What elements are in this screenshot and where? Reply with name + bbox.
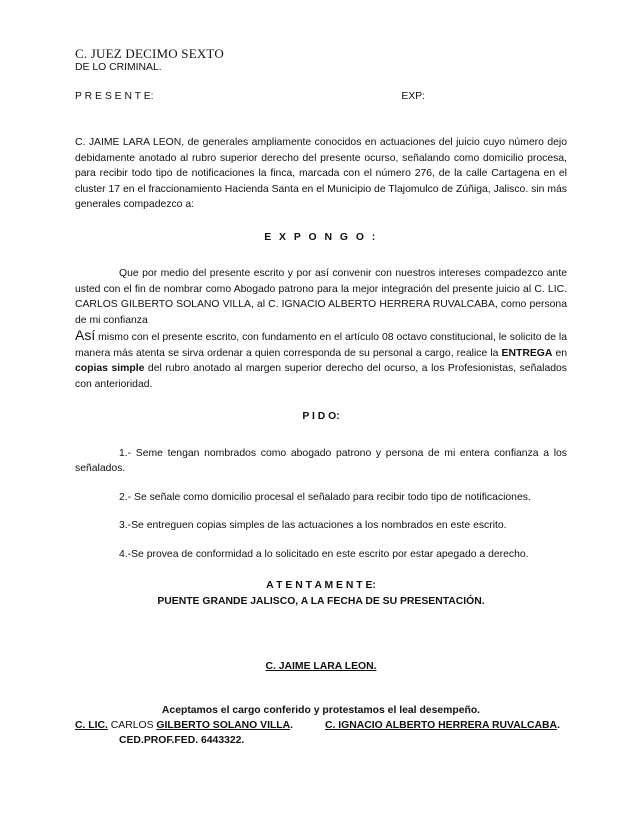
atentamente-heading: A T E N T A M E N T E: xyxy=(266,580,376,591)
p2-part1: mismo con el presente escrito, con fundamento en el artículo 08 octavo constitucional, le solicito de la manera más atenta se sirva ordenar a quien corresponda de su personal a cargo, realice la xyxy=(75,332,567,359)
expongo-paragraph-1: Que por medio del presente escrito y por así convenir con nuestros intereses compadezco ante usted con el fin de nombrar como Abogado patrono para la mejor integración del presente juicio al C. LIC. CARLOS GILBERTO SOLANO VILLA, al C. IGNACIO ALBERTO HERRERA RUVALCABA, como persona de mi confianza xyxy=(75,268,567,326)
pido-item-1: 1.- Seme tengan nombrados como abogado patrono y persona de mi entera confianza a los señalados. xyxy=(75,447,567,474)
sig-right-name: C. IGNACIO ALBERTO HERRERA RUVALCABA xyxy=(325,720,558,731)
court-heading: DE LO CRIMINAL. xyxy=(75,62,162,73)
p2-part3: del rubro anotado al margen superior derecho del ocurso, a los Profesionistas, señalados con anterioridad. xyxy=(75,363,567,390)
expongo-paragraph-2 xyxy=(75,328,567,392)
p2-part2: en xyxy=(552,347,568,359)
ced-line: CED.PROF.FED. 6443322. xyxy=(119,735,245,746)
acceptance-line: Aceptamos el cargo conferido y protestamos el leal desempeño. xyxy=(161,704,481,716)
presente-row xyxy=(75,89,567,104)
sig-left-prefix: C. LIC. xyxy=(75,720,108,731)
pido-item-3: 3.-Se entreguen copias simples de las actuaciones a los nombrados en este escrito. xyxy=(119,520,507,531)
copias-word: copias simple xyxy=(75,363,145,374)
sig-right xyxy=(325,718,560,733)
pido-heading: P I D O: xyxy=(302,411,340,422)
place-date: PUENTE GRANDE JALISCO, A LA FECHA DE SU PRESENTACIÓN. xyxy=(157,595,485,607)
sig-right-dot: . xyxy=(557,720,560,731)
sig-left xyxy=(75,718,325,733)
sig-left-mid: CARLOS xyxy=(107,720,157,731)
signatures-row xyxy=(75,718,567,733)
intro-paragraph: C. JAIME LARA LEON, de generales ampliamente conocidos en actuaciones del juicio cuyo número dejo debidamente anotado al rubro superior derecho del presente ocurso, señalando como domicilio procesa, para recibir todo tipo de notificaciones la finca, marcada con el número 276, de la calle Cartagena en el cluster 17 en el fraccionamiento Hacienda Santa en el Municipio de Tlajomulco de Zúñiga, Jalisco. sin más generales compadezco a: xyxy=(75,137,567,210)
judge-heading: C. JUEZ DECIMO SEXTO xyxy=(75,46,224,61)
expongo-title: E X P O N G O : xyxy=(264,231,378,243)
sig-left-name: GILBERTO SOLANO VILLA xyxy=(156,720,291,731)
sig-left-dot: . xyxy=(290,720,294,731)
pido-item-2: 2.- Se señale como domicilio procesal el señalado para recibir todo tipo de notificaciones. xyxy=(119,491,531,503)
exp-label: EXP: xyxy=(401,91,425,102)
asi-word: Así xyxy=(75,327,96,343)
pido-item-4: 4.-Se provea de conformidad a lo solicitado en este escrito por estar apegado a derecho. xyxy=(119,548,529,560)
presente-label: P R E S E N T E: xyxy=(75,91,154,102)
expongo-heading xyxy=(75,230,567,246)
signer-name: C. JAIME LARA LEON. xyxy=(265,661,377,672)
entrega-word: ENTREGA xyxy=(501,347,553,359)
